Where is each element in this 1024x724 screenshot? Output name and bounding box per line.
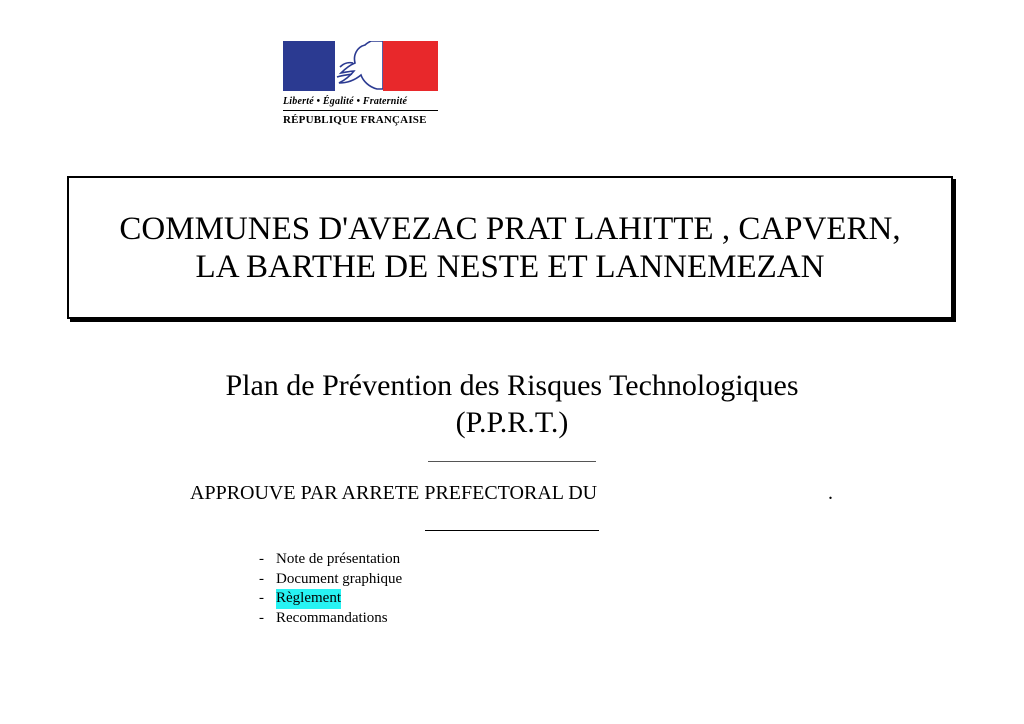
approval-trailing-dot: . [828, 482, 833, 504]
plan-line-2: (P.P.R.T.) [455, 406, 569, 439]
plan-heading [0, 367, 1024, 441]
list-item-label-highlighted: Règlement [276, 589, 341, 609]
marianne-flag-icon [283, 41, 438, 91]
logo-republic-text: RÉPUBLIQUE FRANÇAISE [283, 114, 427, 126]
list-item [259, 589, 402, 609]
list-item [259, 570, 402, 590]
title-line-1: COMMUNES D'AVEZAC PRAT LAHITTE , CAPVERN, [119, 210, 901, 247]
contents-list [259, 550, 402, 628]
logo-divider [283, 110, 438, 111]
list-dash: - [259, 609, 264, 626]
approval-divider [425, 530, 599, 531]
list-item [259, 609, 402, 629]
list-item-label: Document graphique [276, 570, 403, 587]
list-dash: - [259, 570, 264, 587]
plan-line-1: Plan de Prévention des Risques Technologiques [225, 369, 799, 402]
list-dash: - [259, 590, 264, 606]
list-item-label: Recommandations [276, 609, 388, 626]
logo-motto: Liberté • Égalité • Fraternité [283, 96, 408, 107]
list-item [259, 550, 402, 570]
flag-blue-band [283, 41, 335, 91]
title-line-2: LA BARTHE DE NESTE ET LANNEMEZAN [195, 248, 825, 285]
list-dash: - [259, 551, 264, 567]
communes-title-box [67, 176, 953, 319]
flag-red-band [383, 41, 438, 91]
list-item-label: Note de présentation [276, 551, 401, 567]
flag-white-band [335, 41, 383, 91]
republique-francaise-logo [283, 41, 439, 126]
marianne-profile-icon [335, 41, 383, 91]
approval-text: APPROUVE PAR ARRETE PREFECTORAL DU [190, 482, 598, 504]
plan-divider [428, 461, 596, 462]
